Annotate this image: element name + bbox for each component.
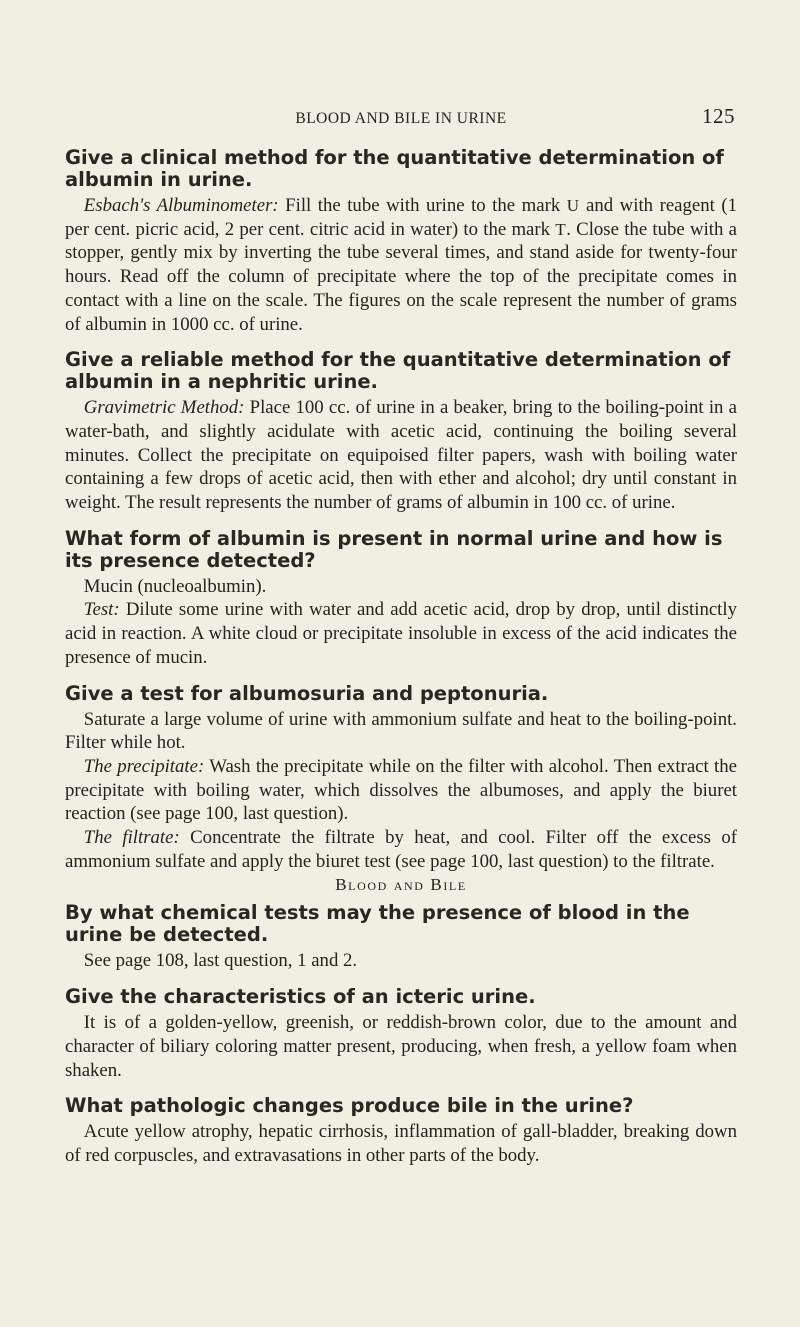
answer-paragraph: See page 108, last question, 1 and 2. [83,950,358,972]
book-page [65,104,737,1168]
qa-albumosuria [65,683,737,874]
filtrate-label: The filtrate: [83,827,180,849]
answer-text: Concentrate the filtrate by heat, and cool. Filter off the excess of ammonium sulfate and apply the biuret test (see page 100, last question) to the filtrate. [65,827,737,872]
answer-paragraph: Mucin (nucleoalbumin). [83,575,267,597]
precipitate-label: The precipitate: [83,755,205,777]
scale-mark-t: T [555,219,567,239]
answer-paragraph [65,755,737,826]
answer-paragraph: Saturate a large volume of urine with ammonium sulfate and heat to the boiling-point. Filter while hot. [65,708,737,754]
qa-gravimetric [65,349,737,515]
method-label: Gravimetric Method: [83,397,245,419]
answer-text: Dilute some urine with water and add acetic acid, drop by drop, until distinctly acid in reaction. A white cloud or precipitate insoluble in excess of the acid indicates the presence of mucin. [65,599,737,668]
answer-paragraph: Acute yellow atrophy, hepatic cirrhosis, inflammation of gall-bladder, breaking down of red corpuscles, and extravasations in other parts of the body. [65,1121,737,1166]
qa-esbach [65,147,737,336]
answer-paragraph [65,194,737,336]
qa-blood-tests [65,902,737,973]
qa-icteric-urine [65,986,737,1082]
answer-paragraph [65,396,737,515]
qa-mucin [65,528,737,670]
question-heading: By what chemical tests may the presence of blood in the urine be detected. [65,901,690,947]
question-heading: Give a clinical method for the quantitative determination of albumin in urine. [65,146,724,191]
question-heading: What pathologic changes produce bile in the urine? [65,1094,634,1118]
method-label: Esbach's Albuminometer: [83,195,279,216]
answer-text: Place 100 cc. of urine in a beaker, bring to the boiling-point in a water-bath, and slightly acidulate with acetic acid, continuing the boiling several minutes. Collect the precipitate on equipoised filter papers, wash with boiling water containing a few drops of acetic acid, then with ether and alcohol; dry until constant in weight. The result represents the number of grams of albumin in 100 cc. of urine. [65,397,737,514]
answer-text: . Close the tube with a stopper, gently mix by inverting the tube several times, and stand aside for twenty-four hours. Read off the column of precipitate where the top of the precipitate comes in contact with a line on the scale. The figures on the scale represent the number of grams of albumin in 1000 cc. of urine. [65,218,738,335]
section-heading: Blood and Bile [335,875,467,895]
question-heading: Give a test for albumosuria and peptonuria. [65,681,549,705]
qa-bile-causes [65,1095,737,1167]
answer-text: Wash the precipitate while on the filter with alcohol. Then extract the precipitate with boiling water, which dissolves the albumoses, and apply the biuret reaction (see page 100, last question). [65,755,737,825]
scale-mark-u: U [566,196,580,215]
answer-paragraph [65,826,737,873]
answer-paragraph [65,598,737,669]
question-heading: Give a reliable method for the quantitative determination of albumin in a nephritic urine. [65,348,731,394]
answer-paragraph: It is of a golden-yellow, greenish, or reddish-brown color, due to the amount and character of biliary coloring matter present, producing, when fresh, a yellow foam when shaken. [65,1012,737,1081]
running-title: BLOOD AND BILE IN URINE [295,110,507,127]
page-number: 125 [702,104,735,128]
answer-text: and with reagent (1 per cent. picric acid, 2 per cent. citric acid in water) to the mark [65,195,737,240]
test-label: Test: [83,599,120,621]
running-head [65,104,737,134]
answer-text: Fill the tube with urine to the mark [278,195,567,216]
question-heading: What form of albumin is present in normal urine and how is its presence detected? [65,526,723,572]
question-heading: Give the characteristics of an icteric urine. [65,985,536,1009]
